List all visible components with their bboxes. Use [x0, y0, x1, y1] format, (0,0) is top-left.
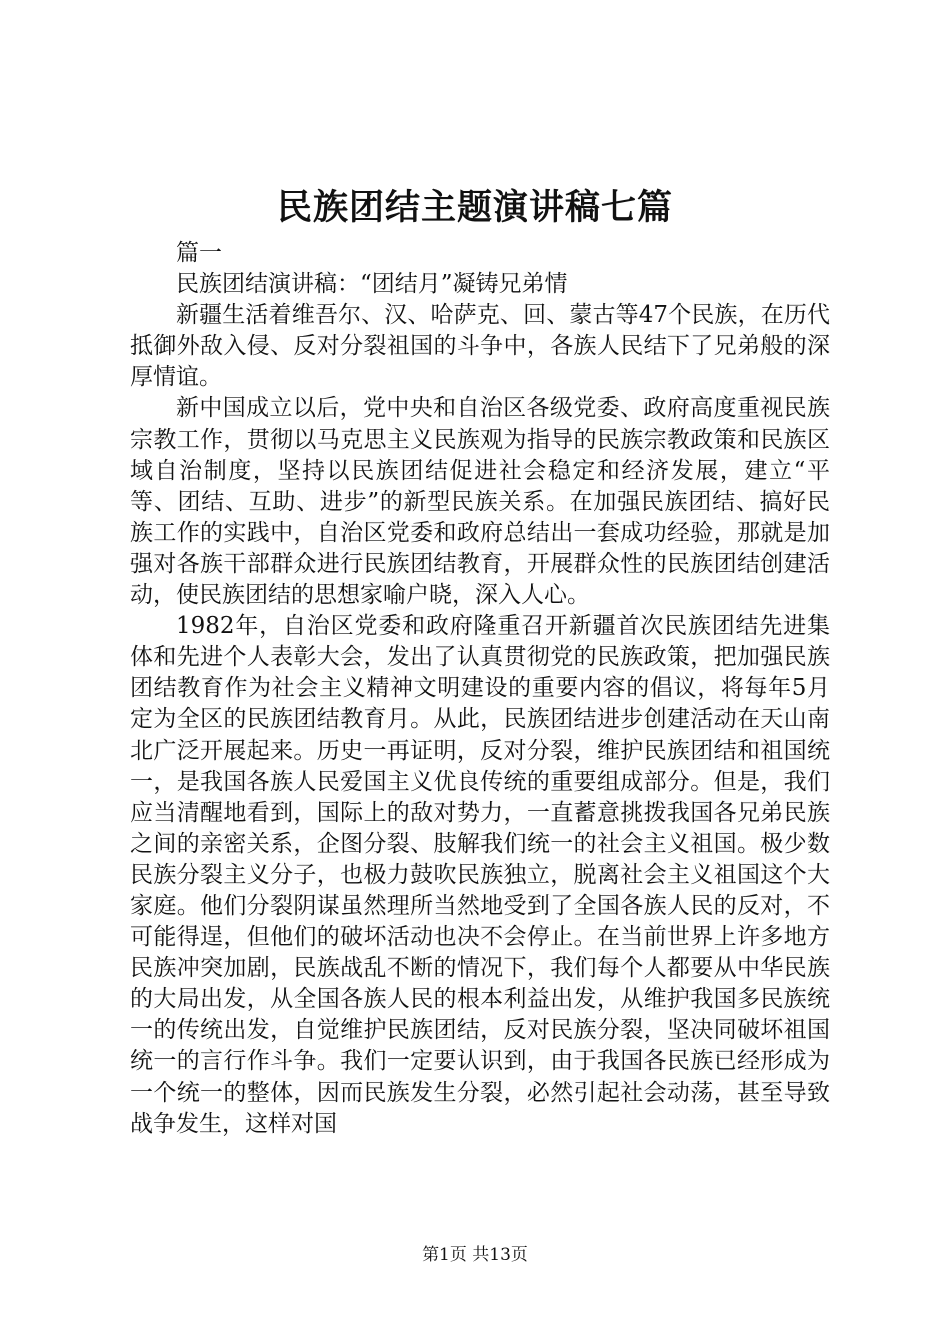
document-title: 民族团结主题演讲稿七篇 [276, 187, 673, 228]
speech-subtitle: 民族团结演讲稿：“团结月”凝铸兄弟情 [176, 271, 568, 298]
body-paragraph: 新中国成立以后，党中央和自治区各级党委、政府高度重视民族宗教工作，贯彻以马克思主义民族观为指导的民族宗教政策和民族区域自治制度，坚持以民族团结促进社会稳定和经济发展，建立“平等、团结、互助、进步”的新型民族关系。在加强民族团结、搞好民族工作的实践中，自治区党委和政府总结出一套成功经验，那就是加强对各族干部群众进行民族团结教育，开展群众性的民族团结创建活动，使民族团结的思想家喻户晓，深入人心。 [130, 395, 830, 609]
section-heading: 篇一 [176, 240, 222, 266]
body-paragraph: 新疆生活着维吾尔、汉、哈萨克、回、蒙古等47个民族，在历代抵御外敌入侵、反对分裂祖国的斗争中，各族人民结下了兄弟般的深厚情谊。 [130, 302, 830, 391]
body-paragraph: 1982年，自治区党委和政府隆重召开新疆首次民族团结先进集体和先进个人表彰大会，发出了认真贯彻党的民族政策，把加强民族团结教育作为社会主义精神文明建设的重要内容的倡议，将每年5月定为全区的民族团结教育月。从此，民族团结进步创建活动在天山南北广泛开展起来。历史一再证明，反对分裂，维护民族团结和祖国统一，是我国各族人民爱国主义优良传统的重要组成部分。但是，我们应当清醒地看到，国际上的敌对势力，一直蓄意挑拨我国各兄弟民族之间的亲密关系，企图分裂、肢解我们统一的社会主义祖国。极少数民族分裂主义分子，也极力鼓吹民族独立，脱离社会主义祖国这个大家庭。他们分裂阴谋虽然理所当然地受到了全国各族人民的反对，不可能得逞，但他们的破坏活动也决不会停止。在当前世界上许多地方民族冲突加剧，民族战乱不断的情况下，我们每个人都要从中华民族的大局出发，从全国各族人民的根本利益出发，从维护我国多民族统一的传统出发，自觉维护民族团结，反对民族分裂，坚决同破坏祖国统一的言行作斗争。我们一定要认识到，由于我国各民族已经形成为一个统一的整体，因而民族发生分裂，必然引起社会动荡，甚至导致战争发生，这样对国 [130, 613, 830, 1137]
document-body [130, 238, 830, 1140]
page-footer: 第1页 共13页 [422, 1245, 528, 1265]
